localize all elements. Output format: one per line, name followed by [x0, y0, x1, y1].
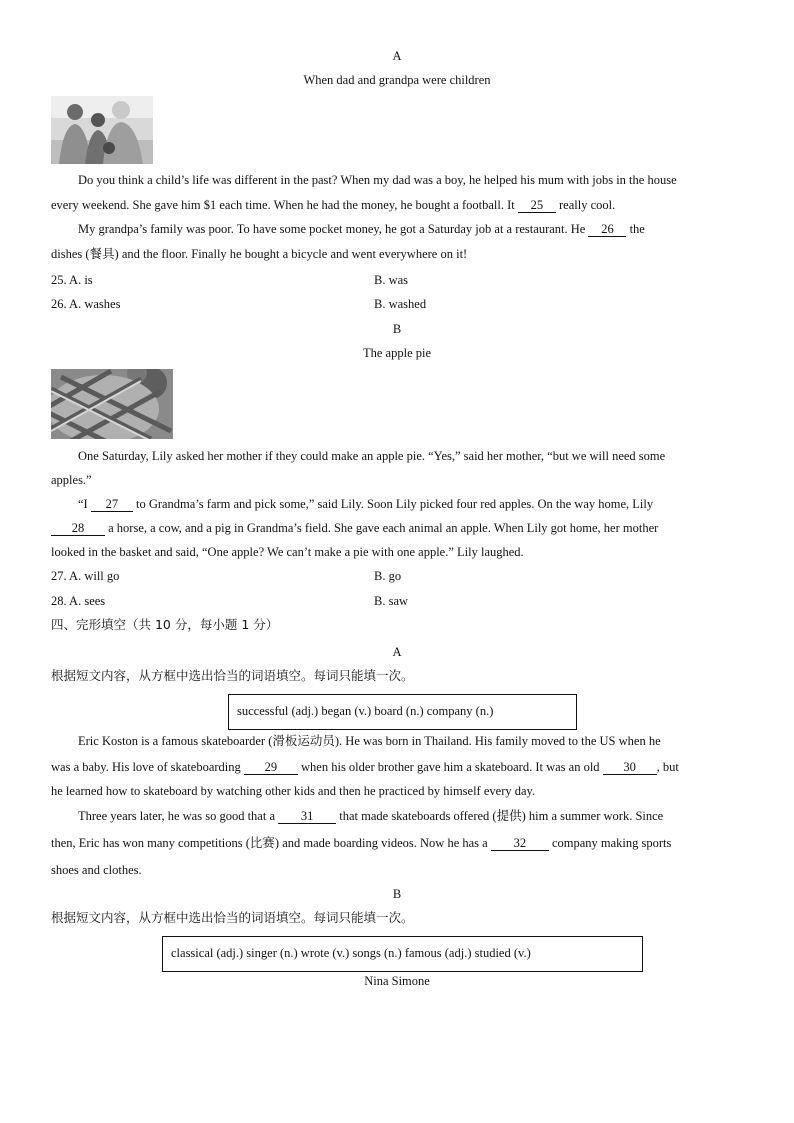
text: a horse, a cow, and a pig in Grandma’s field. She gave each animal an apple. When Lily got home, her mother — [105, 521, 659, 535]
b-paragraph2-line2 — [51, 520, 658, 536]
blank-30[interactable]: 30 — [603, 760, 657, 775]
p4a-paragraph1-line1: Eric Koston is a famous skateboarder (滑板运动员). He was born in Thailand. His family moved to the US when he — [78, 734, 661, 748]
text: the — [626, 222, 645, 236]
family-photo — [51, 96, 153, 164]
text: “I — [78, 497, 91, 511]
text: every weekend. She gave him $1 each time. When he had the money, he bought a football. It — [51, 198, 518, 212]
text: company making sports — [548, 836, 672, 850]
b-paragraph1-line2: apples.” — [51, 473, 92, 487]
section-a-title: When dad and grandpa were children — [303, 73, 491, 87]
blank-31[interactable]: 31 — [278, 809, 336, 824]
part4-b-label: B — [392, 887, 402, 901]
blank-29[interactable]: 29 — [244, 760, 298, 775]
part4-a-label: A — [392, 645, 402, 659]
q27-option-a[interactable]: 27. A. will go — [51, 569, 120, 583]
text: really cool. — [555, 198, 616, 212]
text: to Grandma’s farm and pick some,” said Lily. Soon Lily picked four red apples. On the way home, Lily — [132, 497, 654, 511]
blank-25[interactable]: 25 — [518, 198, 556, 213]
word-box-b — [162, 936, 643, 972]
blank-26[interactable]: 26 — [588, 222, 626, 237]
blank-28[interactable]: 28 — [51, 521, 105, 536]
p4a-paragraph2-line1 — [78, 808, 663, 824]
b-paragraph2-line3: looked in the basket and said, “One apple? We can’t make a pie with one apple.” Lily laughed. — [51, 545, 524, 559]
blank-27[interactable]: 27 — [91, 497, 133, 512]
b-paragraph1-line1: One Saturday, Lily asked her mother if they could make an apple pie. “Yes,” said her mother, “but we will need some — [78, 449, 666, 463]
text: then, Eric has won many competitions (比赛) and made boarding videos. Now he has a — [51, 836, 491, 850]
apple-pie-photo — [51, 369, 173, 439]
a-paragraph2-line1 — [78, 221, 645, 237]
q25-option-b[interactable]: B. was — [374, 273, 409, 287]
section-a-label: A — [392, 49, 402, 63]
section-b-label: B — [392, 322, 402, 336]
word-box-b-words: classical (adj.) singer (n.) wrote (v.) songs (n.) famous (adj.) studied (v.) — [171, 946, 531, 960]
text: Three years later, he was so good that a — [78, 809, 279, 823]
part4-heading: 四、完形填空（共 10 分，每小题 1 分） — [51, 617, 279, 632]
q28-option-b[interactable]: B. saw — [374, 594, 409, 608]
a-paragraph1-line1: Do you think a child’s life was different in the past? When my dad was a boy, he helped his mum with jobs in the house — [78, 173, 677, 187]
p4a-paragraph2-line2 — [51, 835, 671, 851]
part4-a-instruction: 根据短文内容，从方框中选出恰当的词语填空。每词只能填一次。 — [51, 668, 414, 683]
q26-option-b[interactable]: B. washed — [374, 297, 427, 311]
q27-option-b[interactable]: B. go — [374, 569, 402, 583]
p4a-paragraph2-line3: shoes and clothes. — [51, 863, 142, 877]
text: when his older brother gave him a skateboard. It was an old — [297, 760, 603, 774]
section-b-title: The apple pie — [362, 346, 432, 360]
text: was a baby. His love of skateboarding — [51, 760, 244, 774]
q26-option-a[interactable]: 26. A. washes — [51, 297, 121, 311]
a-paragraph2-line2: dishes (餐具) and the floor. Finally he bought a bicycle and went everywhere on it! — [51, 247, 468, 261]
q28-option-a[interactable]: 28. A. sees — [51, 594, 106, 608]
text: My grandpa’s family was poor. To have some pocket money, he got a Saturday job at a restaurant. He — [78, 222, 589, 236]
word-box-a — [228, 694, 577, 730]
part4-b-title: Nina Simone — [364, 974, 430, 988]
b-paragraph2-line1 — [78, 496, 653, 512]
p4a-paragraph1-line2 — [51, 759, 679, 775]
text: that made skateboards offered (提供) him a summer work. Since — [336, 809, 664, 823]
a-paragraph1-line2 — [51, 197, 615, 213]
q25-option-a[interactable]: 25. A. is — [51, 273, 93, 287]
word-box-a-words: successful (adj.) began (v.) board (n.) company (n.) — [237, 704, 494, 718]
part4-b-instruction: 根据短文内容，从方框中选出恰当的词语填空。每词只能填一次。 — [51, 910, 414, 925]
p4a-paragraph1-line3: he learned how to skateboard by watching other kids and then he practiced by himself every day. — [51, 784, 536, 798]
text: , but — [656, 760, 679, 774]
blank-32[interactable]: 32 — [491, 836, 549, 851]
